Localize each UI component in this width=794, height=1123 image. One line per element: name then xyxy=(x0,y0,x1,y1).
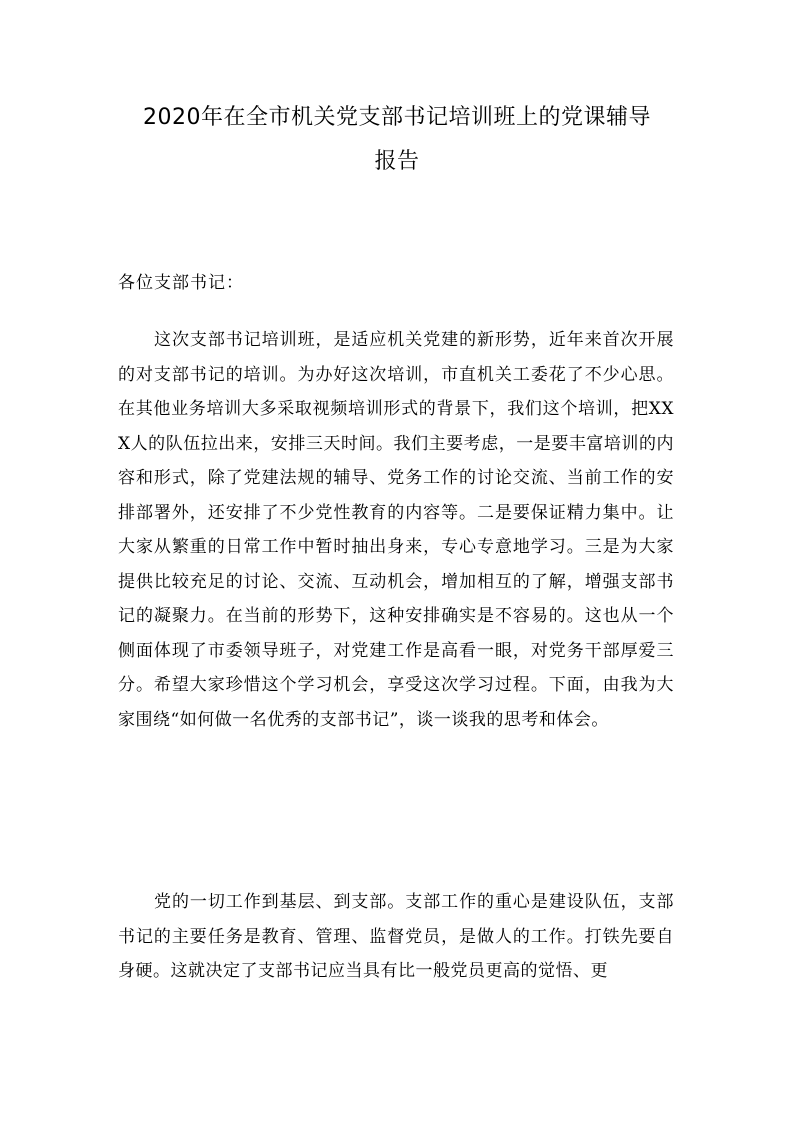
title-line-1: 2020年在全市机关党支部书记培训班上的党课辅导 xyxy=(143,105,651,130)
salutation: 各位支部书记： xyxy=(118,273,244,293)
title-line-2: 报告 xyxy=(374,149,420,174)
document-title xyxy=(118,96,676,184)
body-paragraph-2: 党的一切工作到基层、到支部。支部工作的重心是建设队伍，支部书记的主要任务是教育、管理、监督党员，是做人的工作。打铁先要自身硬。这就决定了支部书记应当具有比一般党员更高的觉悟、更 xyxy=(118,892,674,981)
body-paragraph-1: 这次支部书记培训班，是适应机关党建的新形势，近年来首次开展的对支部书记的培训。为办好这次培训，市直机关工委花了不少心思。在其他业务培训大多采取视频培训形式的背景下，我们这个培训，把XXX人的队伍拉出来，安排三天时间。我们主要考虑，一是要丰富培训的内容和形式，除了党建法规的辅导、党务工作的讨论交流、当前工作的安排部署外，还安排了不少党性教育的内容等。二是要保证精力集中。让大家从繁重的日常工作中暂时抽出身来，专心专意地学习。三是为大家提供比较充足的讨论、交流、互动机会，增加相互的了解，增强支部书记的凝聚力。在当前的形势下，这种安排确实是不容易的。这也从一个侧面体现了市委领导班子，对党建工作是高看一眼，对党务干部厚爱三分。希望大家珍惜这个学习机会，享受这次学习过程。下面，由我为大家围绕“如何做一名优秀的支部书记”，谈一谈我的思考和体会。 xyxy=(118,330,674,730)
